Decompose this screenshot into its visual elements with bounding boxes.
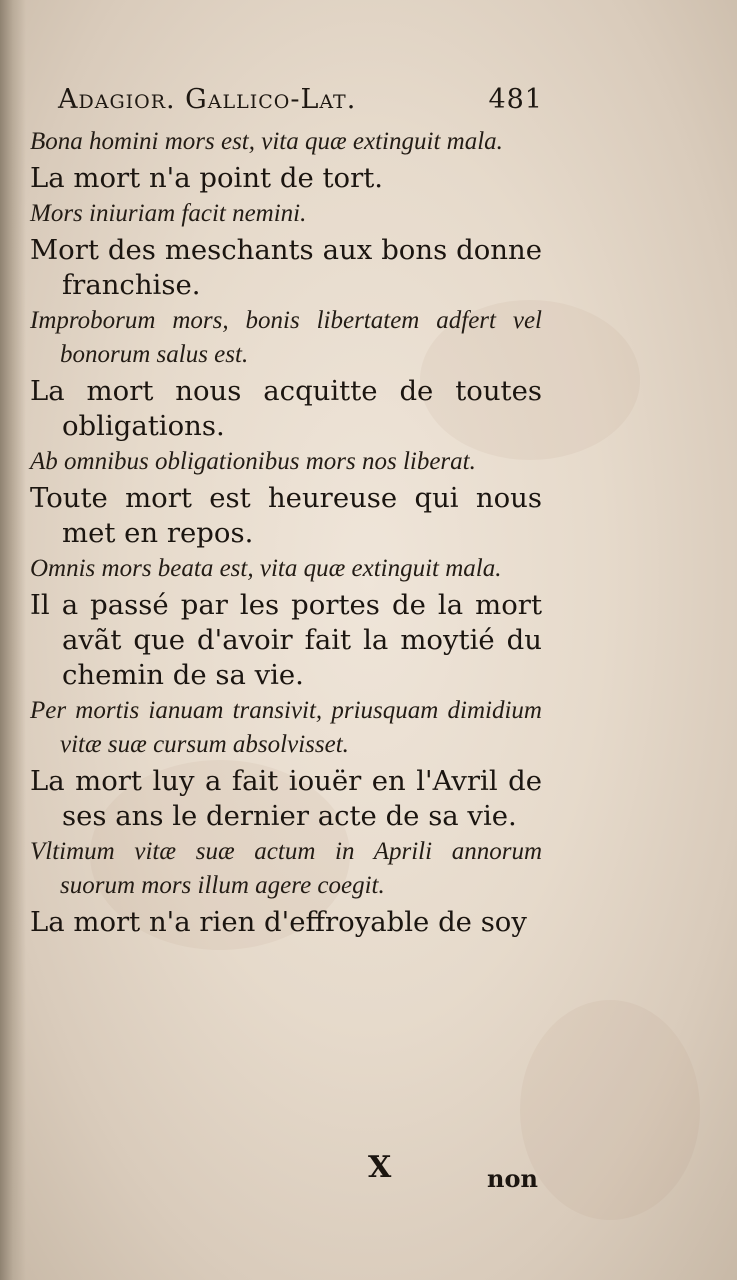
french-proverb: La mort n'a rien d'effroyable de soy: [30, 906, 527, 938]
french-proverb: La mort nous acquitte de toutes obligations.: [30, 375, 542, 442]
running-header: [58, 84, 543, 118]
latin-proverb: Bona homini mors est, vita quæ extinguit mala.: [30, 128, 503, 155]
french-proverb: Il a passé par les portes de la mort avãt que d'avoir fait la moytié du chemin de sa vie.: [30, 589, 542, 691]
gutter-shadow: [0, 0, 26, 1280]
latin-proverb: Improborum mors, bonis libertatem adfert vel bonorum salus est.: [30, 307, 542, 368]
catchword: non: [487, 1164, 538, 1193]
latin-proverb: Vltimum vitæ suæ actum in Aprili annorum suorum mors illum agere coegit.: [30, 838, 542, 899]
french-proverb: Mort des meschants aux bons donne franchise.: [30, 234, 542, 301]
text-block: [30, 124, 542, 940]
latin-proverb: Omnis mors beata est, vita quæ extinguit mala.: [30, 555, 502, 582]
french-proverb: La mort luy a fait iouër en l'Avril de ses ans le dernier acte de sa vie.: [30, 765, 542, 832]
paper-stain: [520, 1000, 700, 1220]
page-number: 481: [488, 84, 543, 115]
french-proverb: La mort n'a point de tort.: [30, 162, 384, 194]
french-proverb: Toute mort est heureuse qui nous met en repos.: [30, 482, 542, 549]
signature-mark: X: [368, 1150, 392, 1185]
running-title: Adagior. Gallico-Lat.: [58, 84, 357, 115]
latin-proverb: Mors iniuriam facit nemini.: [30, 200, 307, 227]
latin-proverb: Ab omnibus obligationibus mors nos liberat.: [30, 448, 476, 475]
latin-proverb: Per mortis ianuam transivit, priusquam dimidium vitæ suæ cursum absolvisset.: [30, 697, 542, 758]
